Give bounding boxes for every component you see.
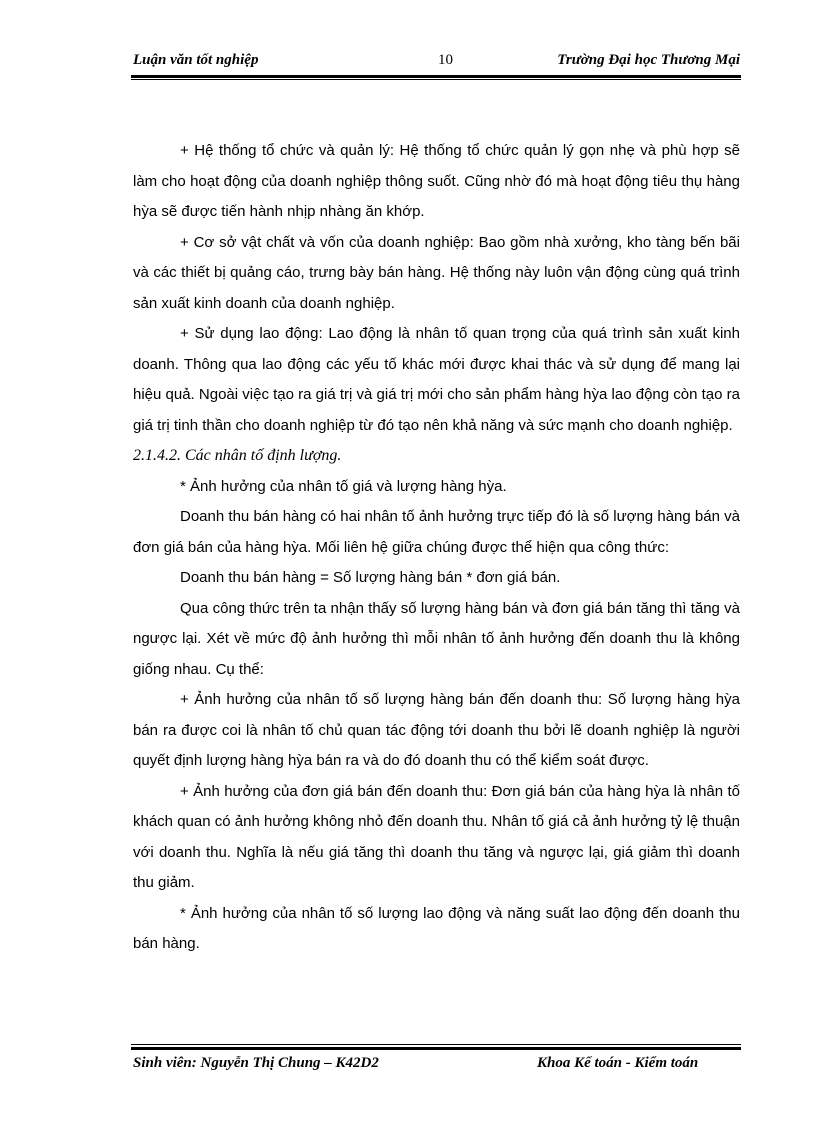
paragraph-revenue-formula: Doanh thu bán hàng = Số lượng hàng bán * đơn giá bán. [180,569,561,586]
paragraph-formula-explanation: Qua công thức trên ta nhận thấy số lượng hàng bán và đơn giá bán tăng thì tăng và ngược lại. Xét về mức độ ảnh hưởng thì mỗi nhân tố ảnh hưởng đến doanh thu là không giống nhau. Cụ thể: [133,599,740,678]
header-rule-thin [131,79,741,80]
paragraph-quantity-impact: + Ảnh hưởng của nhân tố số lượng hàng bán đến doanh thu: Số lượng hàng hỳa bán ra được coi là nhân tố chủ quan tác động tới doanh thu bởi lẽ doanh nghiệp là người quyết định lượng hàng hỳa bán ra và do đó doanh thu có thể kiểm soát được. [133,691,740,769]
footer-rule-thin [131,1044,741,1045]
header-university-name: Trường Đại học Thương Mại [557,52,740,68]
footer-department: Khoa Kế toán - Kiểm toán [537,1055,699,1071]
paragraph-organization-system: + Hệ thống tổ chức và quản lý: Hệ thống tổ chức quản lý gọn nhẹ và phù hợp sẽ làm cho hoạt động của doanh nghiệp thông suốt. Cũng nhờ đó mà hoạt động tiêu thụ hàng hỳa sẽ được tiến hành nhịp nhàng ăn khớp. [133,142,740,220]
paragraph-labor-usage: + Sử dụng lao động: Lao động là nhân tố quan trọng của quá trình sản xuất kinh doanh. Thông qua lao động các yếu tố khác mới được khai thác và sử dụng để mang lại hiệu quả. Ngoài việc tạo ra giá trị và giá trị mới cho sản phẩm hàng hỳa lao động còn tạo ra giá trị tinh thần cho doanh nghiệp từ đó tạo nên khả năng và sức mạnh cho doanh nghiệp. [133,325,740,434]
paragraph-facilities-capital: + Cơ sở vật chất và vốn của doanh nghiệp: Bao gồm nhà xưởng, kho tàng bến bãi và các thiết bị quảng cáo, trưng bày bán hàng. Hệ thống này luôn vận động cùng quá trình sản xuất kinh doanh của doanh nghiệp. [133,233,740,312]
footer-rule-thick [131,1047,741,1050]
header-thesis-label: Luận văn tốt nghiệp [133,52,259,68]
paragraph-price-quantity-impact: * Ảnh hưởng của nhân tố giá và lượng hàng hỳa. [180,477,507,495]
page-body [133,136,740,960]
page-header [133,52,740,72]
paragraph-labor-productivity-impact: * Ảnh hưởng của nhân tố số lượng lao động và năng suất lao động đến doanh thu bán hàng. [133,904,740,952]
header-rule-thick [131,75,741,78]
footer-student-name: Sinh viên: Nguyễn Thị Chung – K42D2 [133,1055,379,1071]
page-footer [133,1055,740,1075]
paragraph-revenue-factors: Doanh thu bán hàng có hai nhân tố ảnh hưởng trực tiếp đó là số lượng hàng bán và đơn giá bán của hàng hỳa. Mối liên hệ giữa chúng được thể hiện qua công thức: [133,508,740,556]
section-heading: 2.1.4.2. Các nhân tố định lượng. [133,447,342,464]
page-number: 10 [438,52,453,68]
paragraph-price-impact: + Ảnh hưởng của đơn giá bán đến doanh thu: Đơn giá bán của hàng hỳa là nhân tố khách quan có ảnh hưởng không nhỏ đến doanh thu. Nhân tố giá cả ảnh hưởng tỷ lệ thuận với doanh thu. Nghĩa là nếu giá tăng thì doanh thu tăng và ngược lại, giá giảm thì doanh thu giảm. [133,782,740,891]
